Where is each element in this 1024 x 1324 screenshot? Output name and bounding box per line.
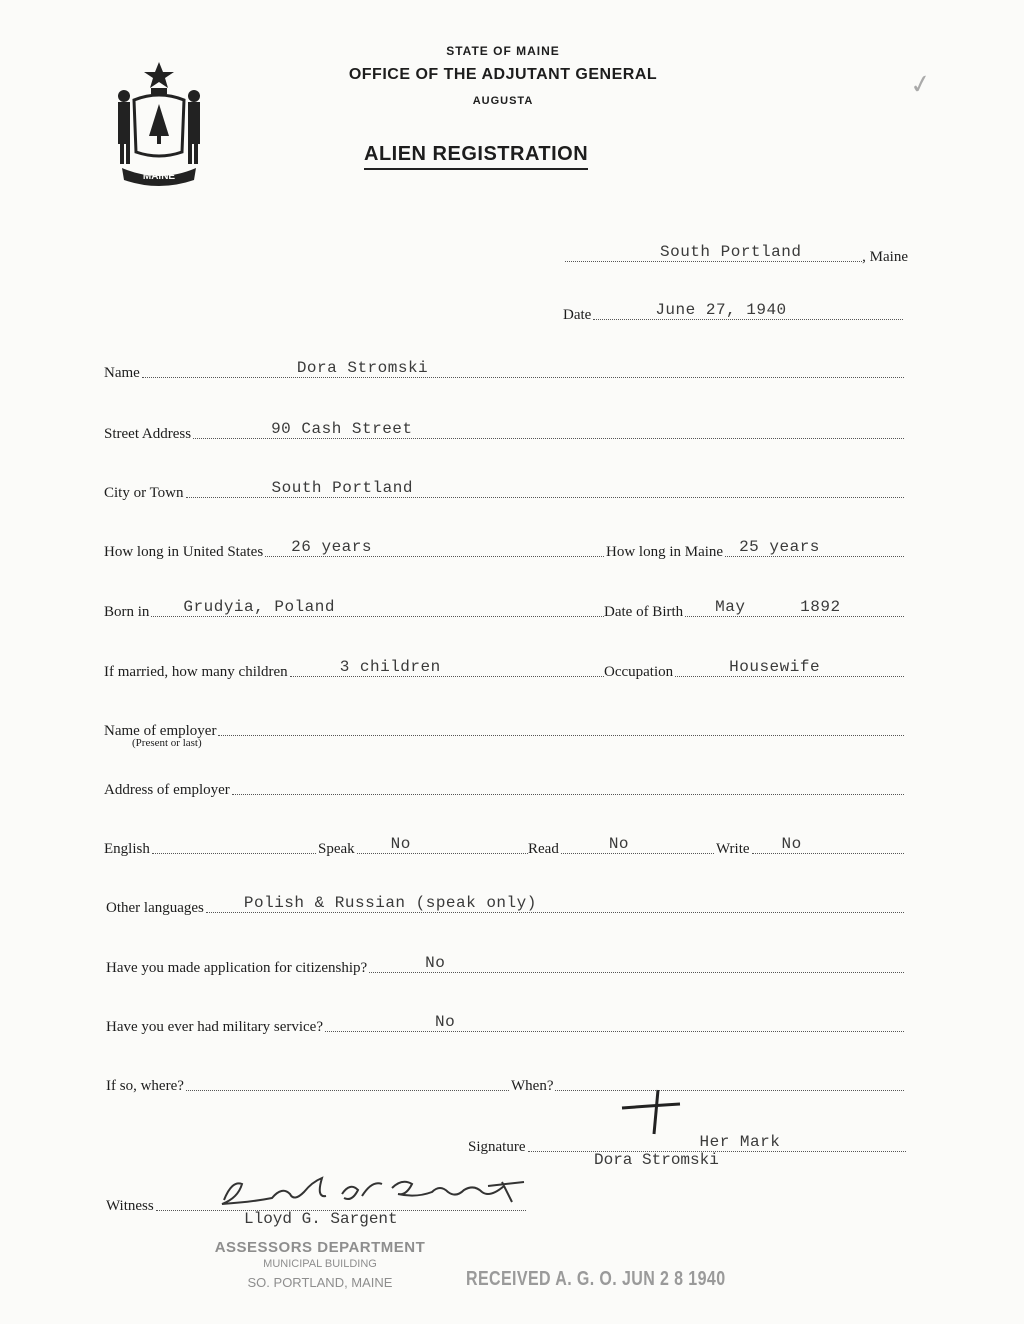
employer-name-sublabel: (Present or last) bbox=[132, 737, 202, 749]
children-value: 3 children bbox=[339, 658, 441, 676]
city-value: South Portland bbox=[271, 479, 413, 497]
other-languages-value: Polish & Russian (speak only) bbox=[243, 894, 537, 912]
office-heading: OFFICE OF THE ADJUTANT GENERAL bbox=[348, 66, 658, 83]
date-value: June 27, 1940 bbox=[655, 301, 787, 319]
city-field bbox=[104, 478, 904, 502]
when-label: When? bbox=[511, 1078, 554, 1094]
years-in-maine-field bbox=[606, 537, 904, 561]
name-value: Dora Stromski bbox=[296, 359, 429, 377]
citizenship-value: No bbox=[425, 954, 446, 972]
citizenship-field bbox=[106, 953, 904, 977]
witness-name: Lloyd G. Sargent bbox=[244, 1210, 398, 1228]
employer-name-field bbox=[104, 716, 904, 740]
street-address-label: Street Address bbox=[104, 426, 192, 442]
english-label: English bbox=[104, 841, 150, 857]
birth-year-value: 1892 bbox=[800, 598, 841, 616]
write-label: Write bbox=[716, 841, 750, 857]
employer-address-label: Address of employer bbox=[104, 782, 230, 798]
years-in-us-field bbox=[104, 537, 604, 561]
write-field bbox=[716, 834, 904, 858]
years-in-us-label: How long in United States bbox=[104, 544, 264, 560]
street-address-value: 90 Cash Street bbox=[271, 420, 413, 438]
her-mark-value: Her Mark bbox=[699, 1133, 781, 1151]
assessors-stamp-line1: ASSESSORS DEPARTMENT bbox=[214, 1239, 426, 1256]
date-field bbox=[563, 300, 903, 324]
occupation-label: Occupation bbox=[604, 664, 674, 680]
english-field bbox=[104, 834, 316, 858]
date-label: Date bbox=[563, 307, 592, 323]
military-field bbox=[106, 1012, 904, 1036]
military-value: No bbox=[435, 1013, 456, 1031]
write-value: No bbox=[781, 835, 802, 853]
employer-name-label: Name of employer bbox=[104, 723, 217, 739]
employer-address-field bbox=[104, 775, 904, 799]
witness-label: Witness bbox=[106, 1198, 154, 1214]
received-stamp: RECEIVED A. G. O. JUN 2 8 1940 bbox=[466, 1268, 726, 1290]
years-in-maine-label: How long in Maine bbox=[606, 544, 724, 560]
state-heading: STATE OF MAINE bbox=[446, 44, 560, 58]
signature-mark-cross bbox=[618, 1088, 688, 1138]
form-title: ALIEN REGISTRATION bbox=[364, 143, 588, 170]
name-field bbox=[104, 358, 904, 382]
children-label: If married, how many children bbox=[104, 664, 288, 680]
read-label: Read bbox=[528, 841, 559, 857]
svg-text:MAINE: MAINE bbox=[142, 171, 176, 182]
date-of-birth-label: Date of Birth bbox=[604, 604, 684, 620]
occupation-field bbox=[604, 657, 904, 681]
place-field bbox=[563, 242, 908, 266]
children-field bbox=[104, 657, 604, 681]
date-of-birth-field bbox=[604, 597, 904, 621]
speak-field bbox=[318, 834, 528, 858]
street-address-field bbox=[104, 419, 904, 443]
name-label: Name bbox=[104, 365, 140, 381]
occupation-value: Housewife bbox=[729, 658, 821, 676]
born-in-field bbox=[104, 597, 604, 621]
assessors-stamp-line3: SO. PORTLAND, MAINE bbox=[247, 1275, 393, 1290]
city-heading: AUGUSTA bbox=[472, 95, 534, 107]
years-in-us-value: 26 years bbox=[291, 538, 372, 556]
where-label: If so, where? bbox=[106, 1078, 184, 1094]
city-label: City or Town bbox=[104, 485, 184, 501]
citizenship-label: Have you made application for citizenship? bbox=[106, 960, 368, 976]
birth-month-value: May bbox=[715, 598, 746, 616]
when-field bbox=[511, 1071, 904, 1095]
assessors-stamp-line2: MUNICIPAL BUILDING bbox=[263, 1258, 377, 1270]
other-languages-label: Other languages bbox=[106, 900, 204, 916]
where-field bbox=[106, 1071, 509, 1095]
born-in-value: Grudyia, Poland bbox=[183, 598, 335, 616]
speak-label: Speak bbox=[318, 841, 355, 857]
read-value: No bbox=[608, 835, 630, 853]
other-languages-field bbox=[106, 893, 904, 917]
place-value: South Portland bbox=[660, 243, 802, 261]
born-in-label: Born in bbox=[104, 604, 150, 620]
signer-name: Dora Stromski bbox=[594, 1151, 719, 1169]
signature-label: Signature bbox=[468, 1139, 526, 1155]
read-field bbox=[528, 834, 714, 858]
military-label: Have you ever had military service? bbox=[106, 1019, 323, 1035]
check-mark-icon: ✓ bbox=[907, 68, 935, 102]
place-suffix: , Maine bbox=[862, 249, 908, 265]
speak-value: No bbox=[390, 835, 411, 853]
years-in-maine-value: 25 years bbox=[739, 538, 820, 556]
